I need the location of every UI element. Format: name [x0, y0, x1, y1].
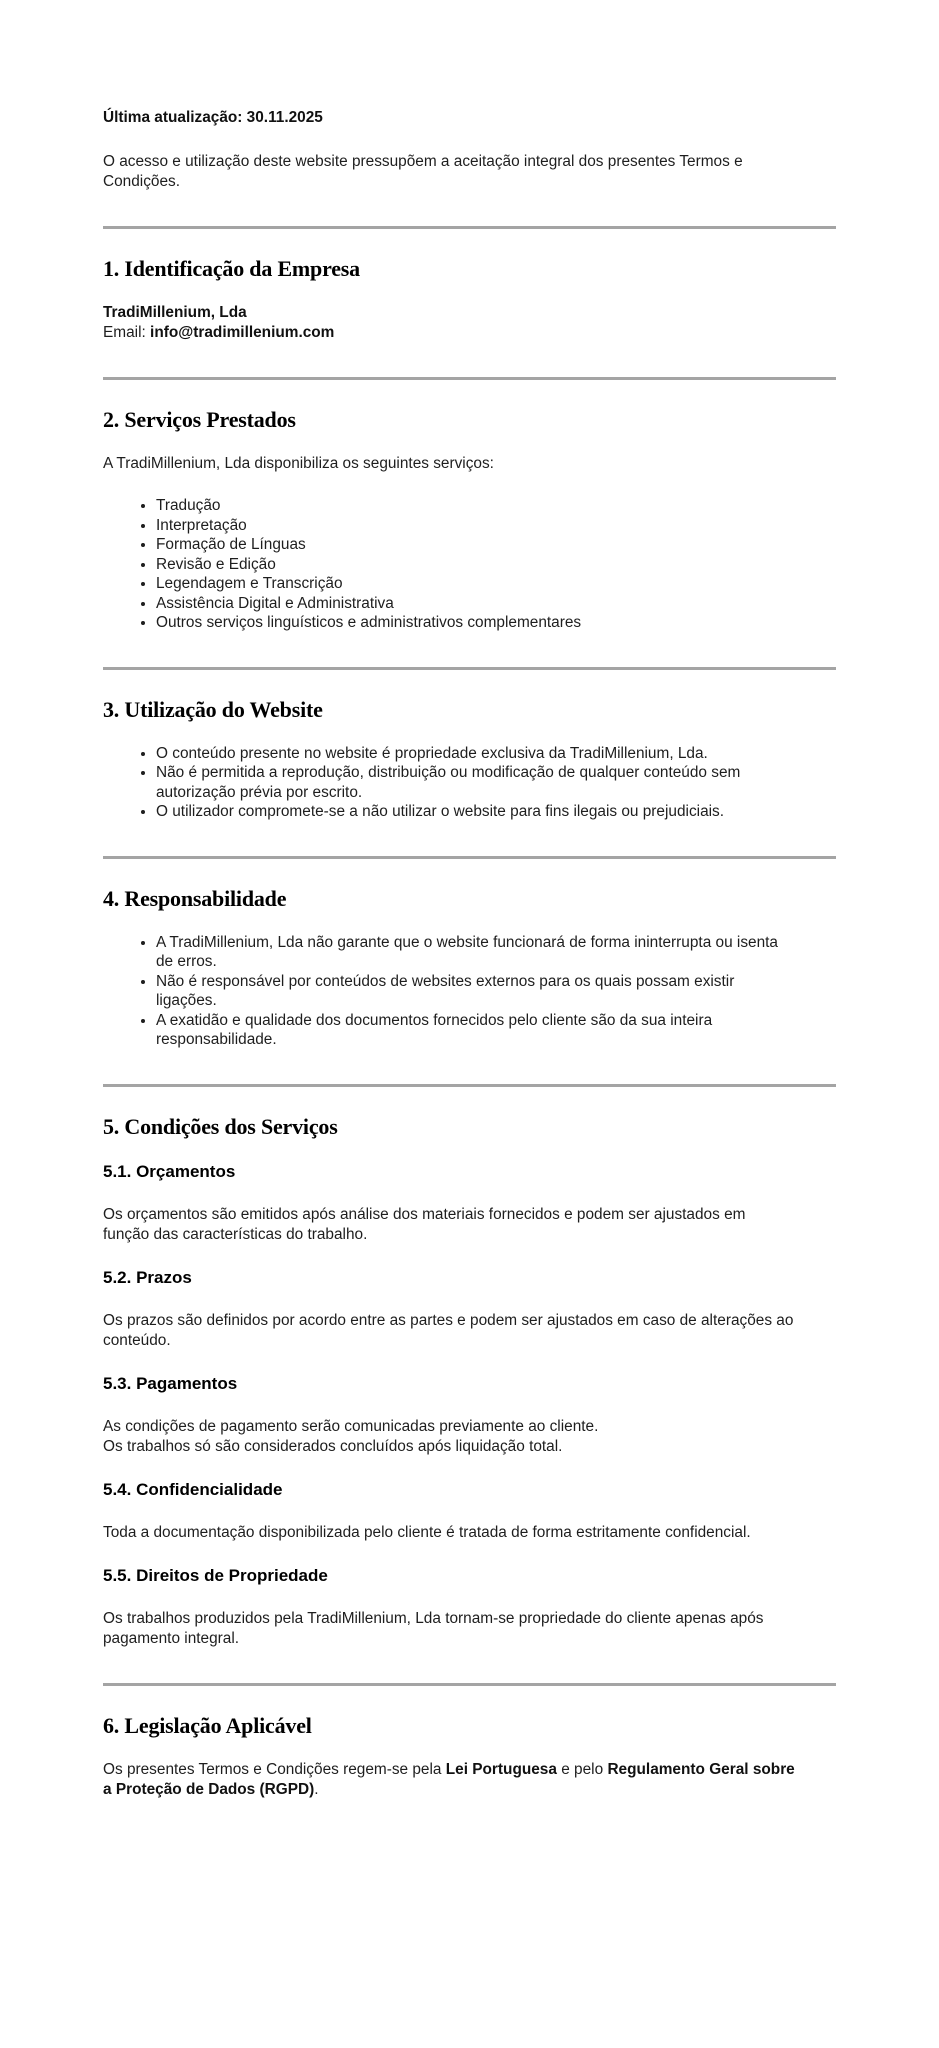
section-responsibility	[103, 885, 836, 1050]
section-company-identification	[103, 255, 836, 343]
paragraph: Toda a documentação disponibilizada pelo cliente é tratada de forma estritamente confidencial.	[103, 1523, 751, 1541]
subsection-title-budgets: 5.1. Orçamentos	[103, 1161, 236, 1181]
applicable-law-paragraph	[103, 1760, 795, 1800]
section-service-conditions	[103, 1113, 836, 1649]
paragraph-line: Os trabalhos só são considerados concluídos após liquidação total.	[103, 1437, 563, 1455]
section-title: 3. Utilização do Website	[103, 696, 323, 722]
section-title: 6. Legislação Aplicável	[103, 1712, 312, 1738]
section-website-usage	[103, 696, 836, 822]
section-title: 4. Responsabilidade	[103, 885, 287, 911]
paragraph-text: Os presentes Termos e Condições regem-se pela	[103, 1760, 446, 1778]
subsection-title-payments: 5.3. Pagamentos	[103, 1373, 238, 1393]
list-item: • O conteúdo presente no website é propriedade exclusiva da TradiMillenium, Lda.	[156, 744, 796, 764]
intro-paragraph: O acesso e utilização deste website pressupõem a aceitação integral dos presentes Termos e Condições.	[103, 153, 743, 190]
email-label: Email:	[103, 324, 146, 341]
section-divider	[103, 226, 836, 229]
bold-phrase-portuguese-law: Lei Portuguesa	[445, 1760, 557, 1778]
responsibility-list	[103, 933, 836, 1050]
section-divider	[103, 1683, 836, 1686]
website-usage-list	[103, 744, 836, 822]
services-list	[103, 496, 836, 633]
paragraph: Os prazos são definidos por acordo entre as partes e podem ser ajustados em caso de alterações ao conteúdo.	[103, 1311, 794, 1349]
list-item: • O utilizador compromete-se a não utilizar o website para fins ilegais ou prejudiciais.	[156, 802, 796, 822]
paragraph-line: As condições de pagamento serão comunicadas previamente ao cliente.	[103, 1417, 599, 1435]
section-title: 2. Serviços Prestados	[103, 407, 296, 432]
section-divider	[103, 377, 836, 380]
paragraph-text: e pelo	[556, 1760, 608, 1778]
subsection-title-deadlines: 5.2. Prazos	[103, 1267, 192, 1287]
last-updated-line: Última atualização: 30.11.2025	[103, 109, 323, 126]
section-services	[103, 406, 836, 633]
section-divider	[103, 667, 836, 670]
section-divider	[103, 856, 836, 859]
email-line	[103, 323, 795, 343]
list-item: • Não é responsável por conteúdos de websites externos para os quais possam existir ligações.	[156, 972, 796, 1011]
subsection-title-property-rights: 5.5. Direitos de Propriedade	[103, 1565, 328, 1585]
list-item: • Outros serviços linguísticos e administrativos complementares	[156, 613, 796, 633]
list-item: • A exatidão e qualidade dos documentos fornecidos pelo cliente são da sua inteira responsabilidade.	[156, 1011, 796, 1050]
list-item: • Interpretação	[156, 516, 796, 536]
list-item: • Assistência Digital e Administrativa	[156, 594, 796, 614]
list-item: • Legendagem e Transcrição	[156, 574, 796, 594]
paragraph: Os orçamentos são emitidos após análise dos materiais fornecidos e podem ser ajustados em função das características do trabalho.	[103, 1205, 746, 1243]
services-lead-paragraph: A TradiMillenium, Lda disponibiliza os seguintes serviços:	[103, 455, 494, 472]
company-contact-block	[103, 303, 795, 343]
terms-and-conditions-document	[103, 108, 836, 1800]
paragraph-text: .	[314, 1780, 319, 1798]
list-item: • A TradiMillenium, Lda não garante que o website funcionará de forma ininterrupta ou isenta de erros.	[156, 933, 796, 972]
company-name: TradiMillenium, Lda	[103, 304, 247, 321]
list-item: • Revisão e Edição	[156, 555, 796, 575]
list-item: • Não é permitida a reprodução, distribuição ou modificação de qualquer conteúdo sem autorização prévia por escrito.	[156, 763, 796, 802]
list-item: • Formação de Línguas	[156, 535, 796, 555]
paragraph: Os trabalhos produzidos pela TradiMillenium, Lda tornam-se propriedade do cliente apenas após pagamento integral.	[103, 1609, 764, 1647]
list-item: • Tradução	[156, 496, 796, 516]
section-applicable-law	[103, 1712, 836, 1800]
email-value: info@tradimillenium.com	[150, 324, 335, 341]
section-divider	[103, 1084, 836, 1087]
bold-phrase-rgpd: Regulamento Geral sobre a Proteção de Dados (RGPD)	[103, 1760, 795, 1798]
paragraph	[103, 1417, 795, 1457]
subsection-title-confidentiality: 5.4. Confidencialidade	[103, 1479, 283, 1499]
section-title: 1. Identificação da Empresa	[103, 256, 360, 281]
section-title: 5. Condições dos Serviços	[103, 1113, 338, 1139]
